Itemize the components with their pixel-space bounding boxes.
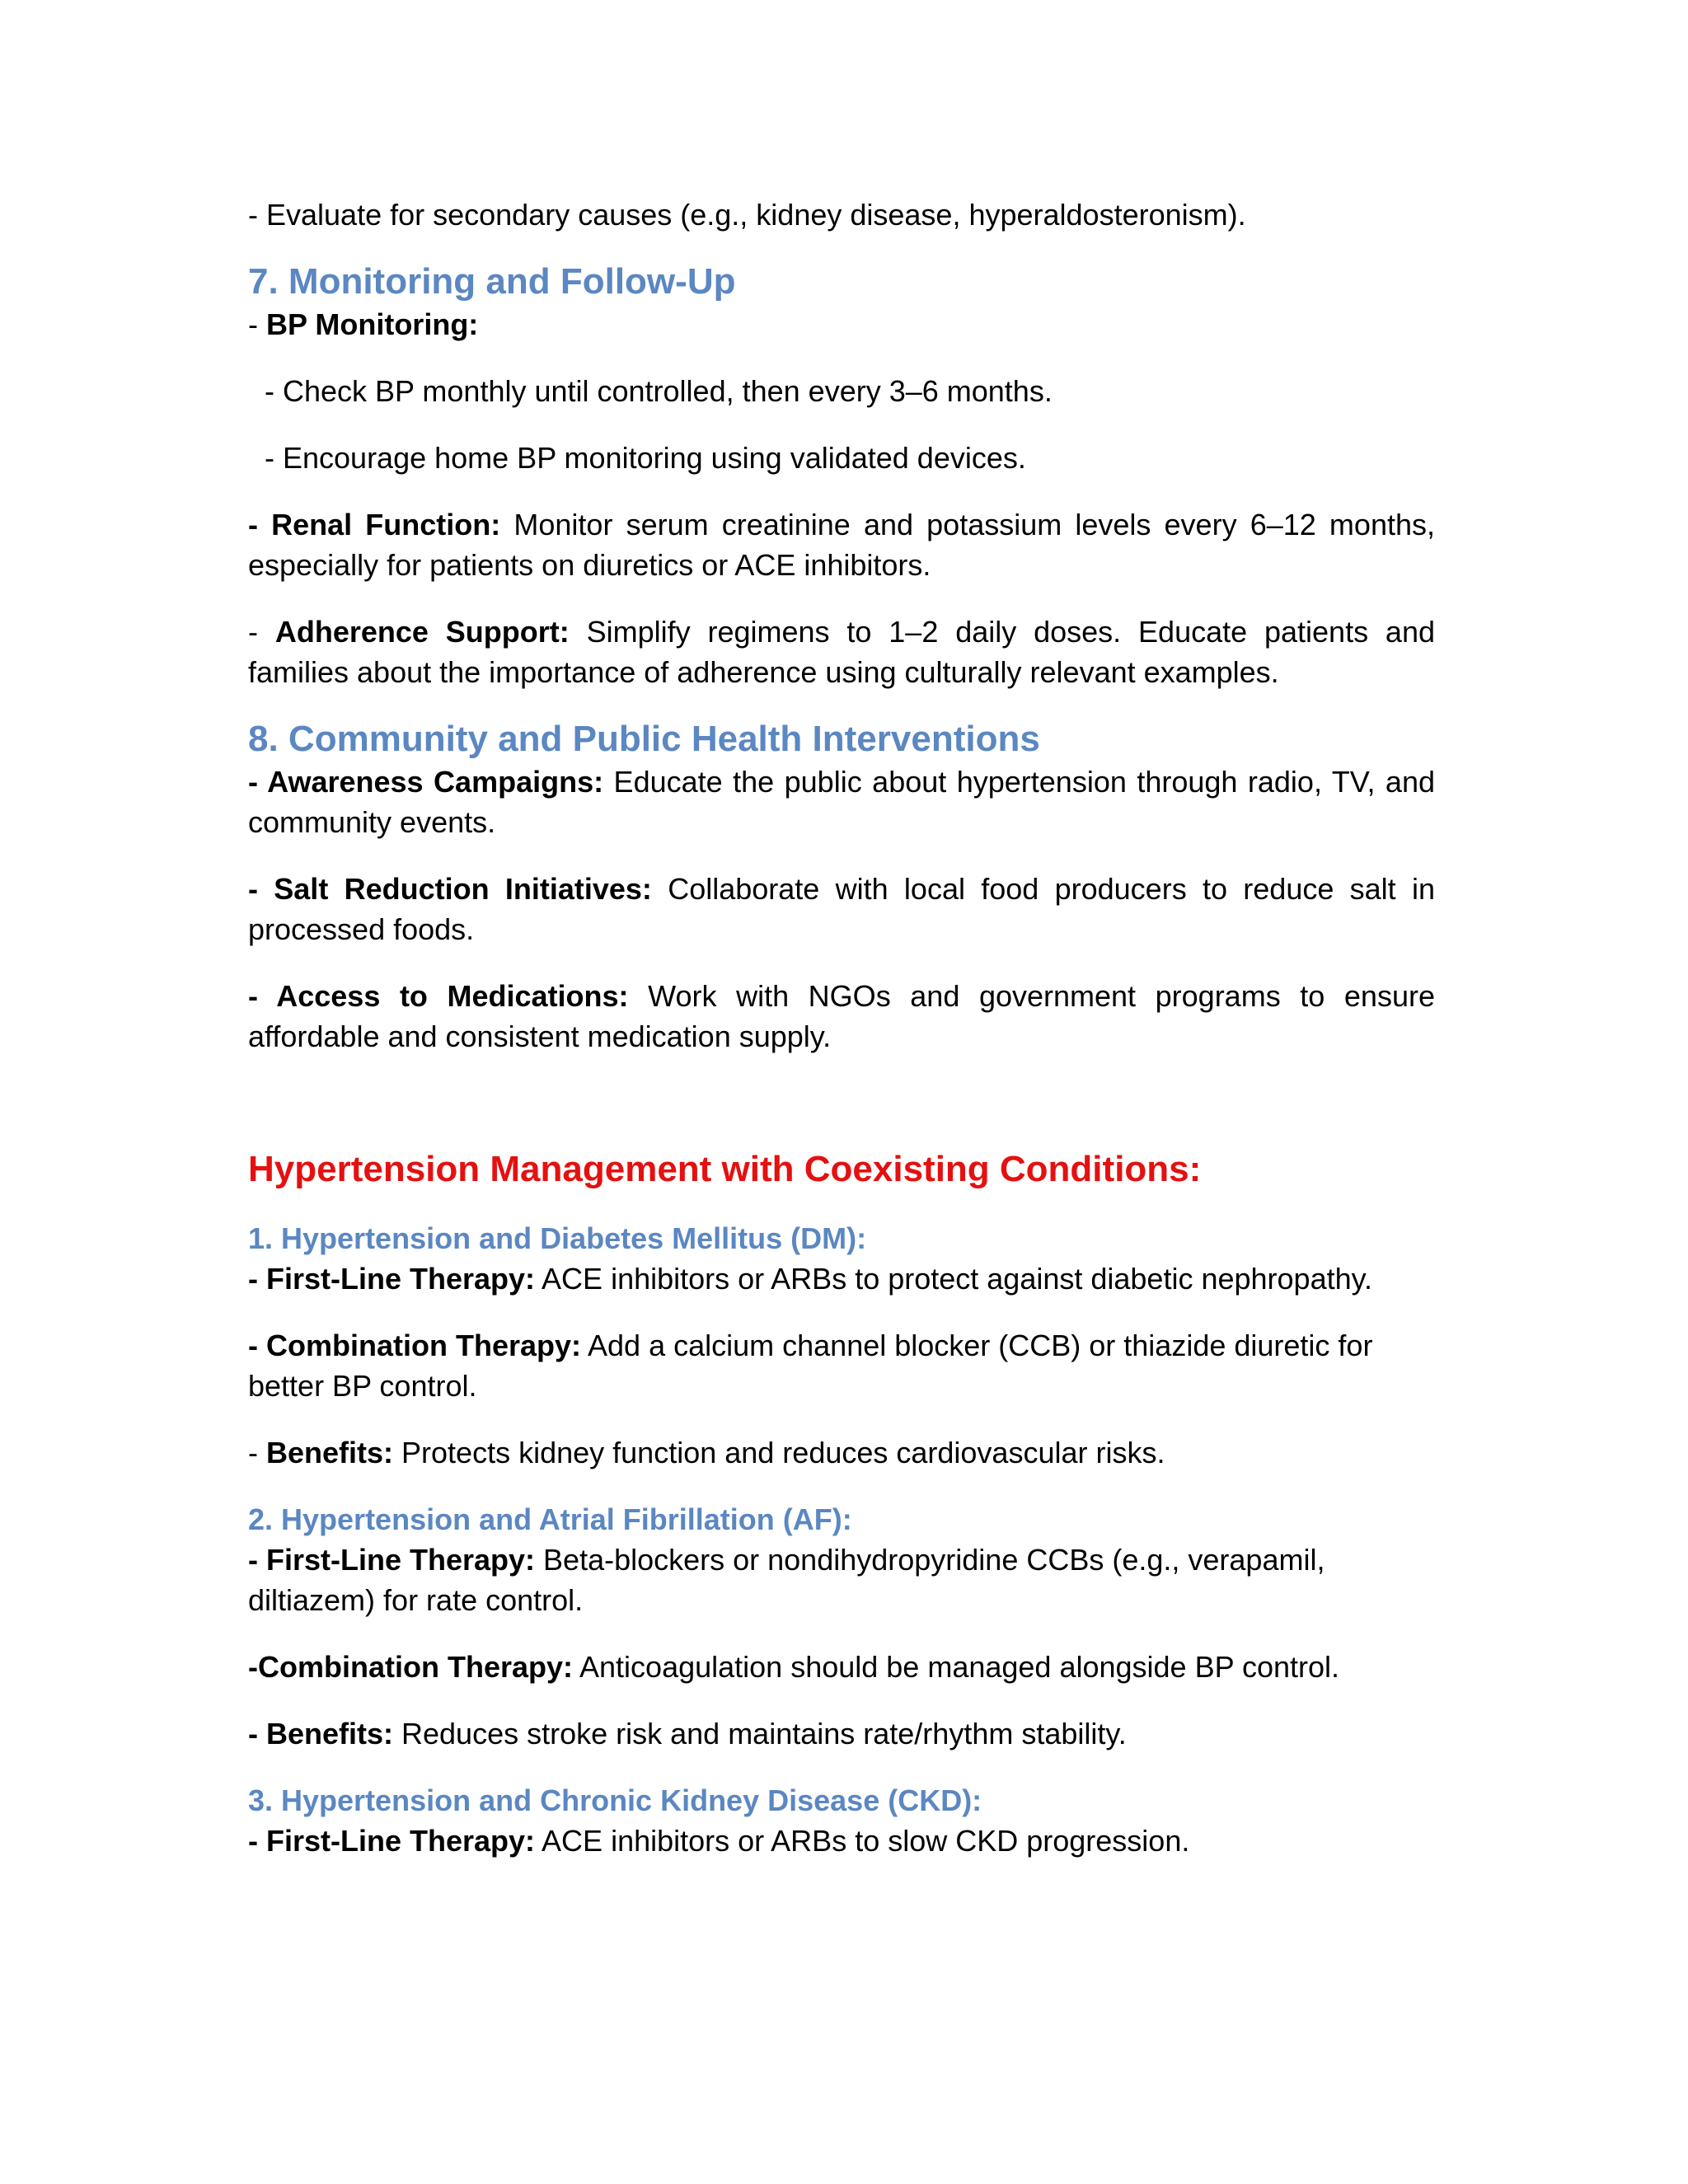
dm-combination-label: - Combination Therapy: <box>248 1329 581 1362</box>
ckd-first-line-paragraph <box>248 1821 1435 1861</box>
secondary-causes-line: - Evaluate for secondary causes (e.g., kidney disease, hyperaldosteronism). <box>248 198 1246 232</box>
dm-first-line-paragraph <box>248 1258 1435 1299</box>
bp-monitoring-item-2: - Encourage home BP monitoring using validated devices. <box>265 441 1026 475</box>
dm-combination-text: Add a calcium channel blocker (CCB) or thiazide diuretic for better BP control. <box>248 1329 1373 1403</box>
access-medications-paragraph <box>248 976 1435 1057</box>
dm-first-line-text: ACE inhibitors or ARBs to protect against diabetic nephropathy. <box>535 1262 1372 1296</box>
section-7-heading: 7. Monitoring and Follow-Up <box>248 261 736 302</box>
dm-benefits-label: Benefits: <box>266 1436 394 1469</box>
af-first-line-text: Beta-blockers or nondihydropyridine CCBs (e.g., verapamil, diltiazem) for rate control. <box>248 1543 1325 1617</box>
af-heading: 2. Hypertension and Atrial Fibrillation (AF): <box>248 1502 852 1536</box>
adherence-support-text: Simplify regimens to 1–2 daily doses. Educate patients and families about the importance of adherence using culturally relevant examples. <box>248 615 1435 689</box>
coexisting-conditions-title: Hypertension Management with Coexisting Conditions: <box>248 1149 1202 1189</box>
ckd-first-line-text: ACE inhibitors or ARBs to slow CKD progression. <box>535 1824 1190 1858</box>
dm-benefits-text: Protects kidney function and reduces cardiovascular risks. <box>393 1436 1165 1469</box>
dm-first-line-label: - First-Line Therapy: <box>248 1262 536 1296</box>
dm-combination-paragraph <box>248 1325 1402 1406</box>
renal-function-paragraph <box>248 504 1435 585</box>
bp-monitoring-label: BP Monitoring: <box>266 307 479 341</box>
bp-monitoring-line <box>248 304 1435 344</box>
dm-benefits-paragraph <box>248 1432 1435 1473</box>
adherence-prefix: - <box>248 615 275 649</box>
ckd-first-line-label: - First-Line Therapy: <box>248 1824 536 1858</box>
renal-function-text: Monitor serum creatinine and potassium levels every 6–12 months, especially for patients on diuretics or ACE inhibitors. <box>248 508 1435 582</box>
access-medications-text: Work with NGOs and government programs to ensure affordable and consistent medication supply. <box>248 979 1435 1053</box>
bp-monitoring-item-1: - Check BP monthly until controlled, then every 3–6 months. <box>265 374 1053 408</box>
af-benefits-label: - Benefits: <box>248 1717 394 1750</box>
af-combination-text: Anticoagulation should be managed alongside BP control. <box>573 1650 1340 1684</box>
adherence-support-label: Adherence Support: <box>274 615 570 649</box>
renal-function-label: - Renal Function: <box>248 508 501 541</box>
access-medications-label: - Access to Medications: <box>248 979 629 1013</box>
awareness-campaigns-text: Educate the public about hypertension through radio, TV, and community events. <box>248 765 1435 839</box>
af-combination-paragraph <box>248 1647 1435 1687</box>
section-8-heading: 8. Community and Public Health Interventions <box>248 719 1040 759</box>
dm-benefits-prefix: - <box>248 1436 266 1469</box>
af-benefits-paragraph <box>248 1713 1435 1754</box>
awareness-campaigns-label: - Awareness Campaigns: <box>248 765 604 799</box>
salt-reduction-text: Collaborate with local food producers to reduce salt in processed foods. <box>248 872 1435 946</box>
salt-reduction-label: - Salt Reduction Initiatives: <box>248 872 652 906</box>
document-page <box>248 194 1435 1861</box>
adherence-support-paragraph <box>248 612 1435 692</box>
salt-reduction-paragraph <box>248 869 1435 949</box>
bp-monitoring-prefix: - <box>248 307 266 341</box>
af-benefits-text: Reduces stroke risk and maintains rate/rhythm stability. <box>393 1717 1127 1750</box>
dm-heading: 1. Hypertension and Diabetes Mellitus (DM): <box>248 1221 867 1255</box>
awareness-campaigns-paragraph <box>248 762 1435 842</box>
af-first-line-label: - First-Line Therapy: <box>248 1543 536 1577</box>
af-combination-label: -Combination Therapy: <box>248 1650 573 1684</box>
af-first-line-paragraph <box>248 1540 1369 1620</box>
ckd-heading: 3. Hypertension and Chronic Kidney Disease (CKD): <box>248 1783 982 1817</box>
